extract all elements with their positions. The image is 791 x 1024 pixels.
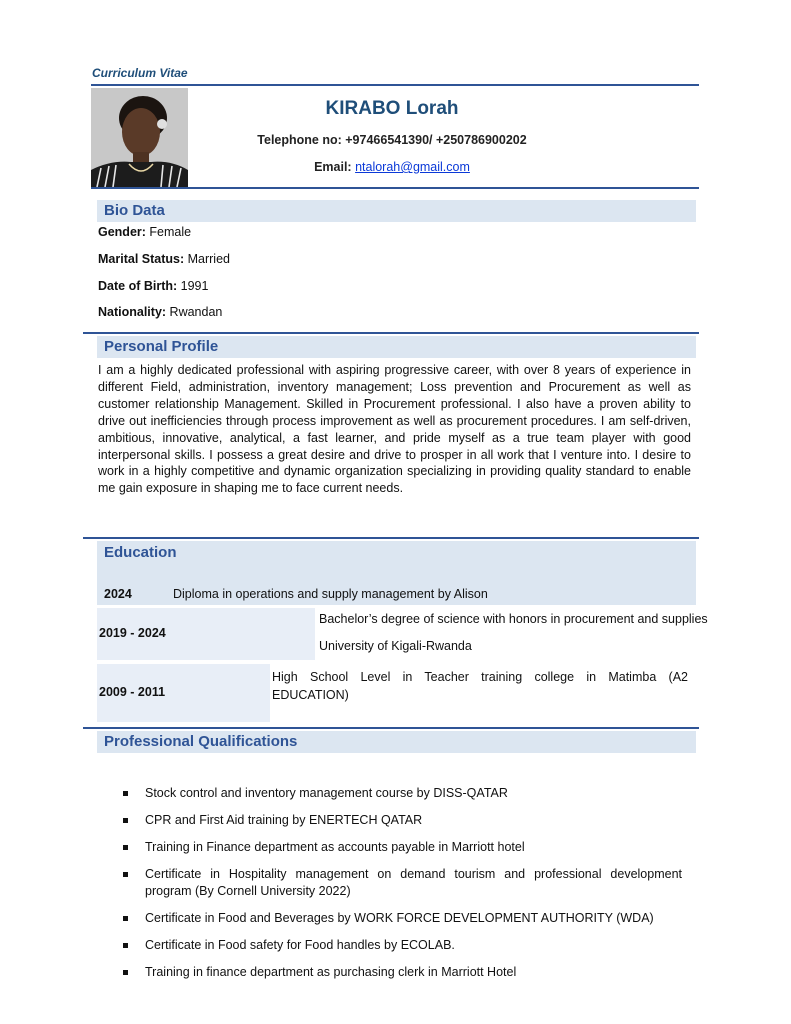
bio-label: Marital Status: <box>98 252 185 266</box>
qualifications-top-rule <box>83 727 699 729</box>
document-label: Curriculum Vitae <box>92 66 188 80</box>
bio-label: Date of Birth: <box>98 279 178 293</box>
bio-section-band <box>97 200 696 222</box>
header-bottom-rule <box>91 187 699 189</box>
header-top-rule <box>91 84 699 86</box>
qualifications-list <box>122 785 682 991</box>
portrait-image <box>91 88 188 187</box>
list-item: Certificate in Hospitality management on demand tourism and professional development program (By Cornell University 2022) <box>122 866 682 899</box>
education-year: 2024 <box>104 587 132 601</box>
list-item: Training in Finance department as accounts payable in Marriott hotel <box>122 839 682 856</box>
bio-value: 1991 <box>177 279 209 293</box>
education-section-title: Education <box>104 544 177 561</box>
education-year: 2009 - 2011 <box>99 685 166 699</box>
profile-section-title: Personal Profile <box>104 338 219 355</box>
bio-value: Rwandan <box>166 305 223 319</box>
email-label: Email: <box>314 160 356 174</box>
education-detail: Bachelor’s degree of science with honors in procurement and supplies <box>319 612 708 626</box>
education-detail: University of Kigali-Rwanda <box>319 639 472 653</box>
bio-label: Gender: <box>98 225 146 239</box>
bio-section-title: Bio Data <box>104 202 165 219</box>
profile-paragraph: I am a highly dedicated professional with aspiring progressive career, with over 8 years of experience in different Field, administration, inventory management; Loss prevention and Procurement as well as customer relationship Management. Skilled in Procurement professional. I also have a proven ability to drive out inefficiencies through process improvement as well as procurement procedures. I am self-driven, ambitious, innovative, analytical, a fast learner, and pride myself as a true team player with good interpersonal skills. I possess a great desire and drive to prosper in all work that I venture into. I desire to work in a highly competitive and dynamic organization specializing in providing quality standard to enable me gain exposure in shaping me to face current needs. <box>98 363 691 496</box>
list-item: CPR and First Aid training by ENERTECH QATAR <box>122 812 682 829</box>
education-detail: Diploma in operations and supply management by Alison <box>173 587 488 601</box>
list-item: Certificate in Food safety for Food handles by ECOLAB. <box>122 937 682 954</box>
education-detail: High School Level in Teacher training college in Matimba (A2 EDUCATION) <box>272 670 688 702</box>
email-line <box>188 160 596 174</box>
education-year: 2019 - 2024 <box>99 626 166 640</box>
list-item: Stock control and inventory management course by DISS-QATAR <box>122 785 682 802</box>
telephone-line: Telephone no: +97466541390/ +250786900202 <box>257 133 527 147</box>
profile-photo <box>91 88 188 187</box>
qualifications-section-title: Professional Qualifications <box>104 733 298 750</box>
bio-label: Nationality: <box>98 305 167 319</box>
education-top-rule <box>83 537 699 539</box>
list-item: Training in finance department as purchasing clerk in Marriott Hotel <box>122 964 682 981</box>
email-link[interactable]: ntalorah@gmail.com <box>355 160 470 174</box>
candidate-name: KIRABO Lorah <box>325 98 459 119</box>
bio-value: Married <box>184 252 230 266</box>
list-item: Certificate in Food and Beverages by WORK FORCE DEVELOPMENT AUTHORITY (WDA) <box>122 910 682 927</box>
bio-row-nationality <box>98 305 222 319</box>
bio-row-date-of-birth <box>98 279 208 293</box>
bio-row-marital-status <box>98 252 230 266</box>
profile-top-rule <box>83 332 699 334</box>
bio-row-gender <box>98 225 191 239</box>
bio-value: Female <box>145 225 192 239</box>
